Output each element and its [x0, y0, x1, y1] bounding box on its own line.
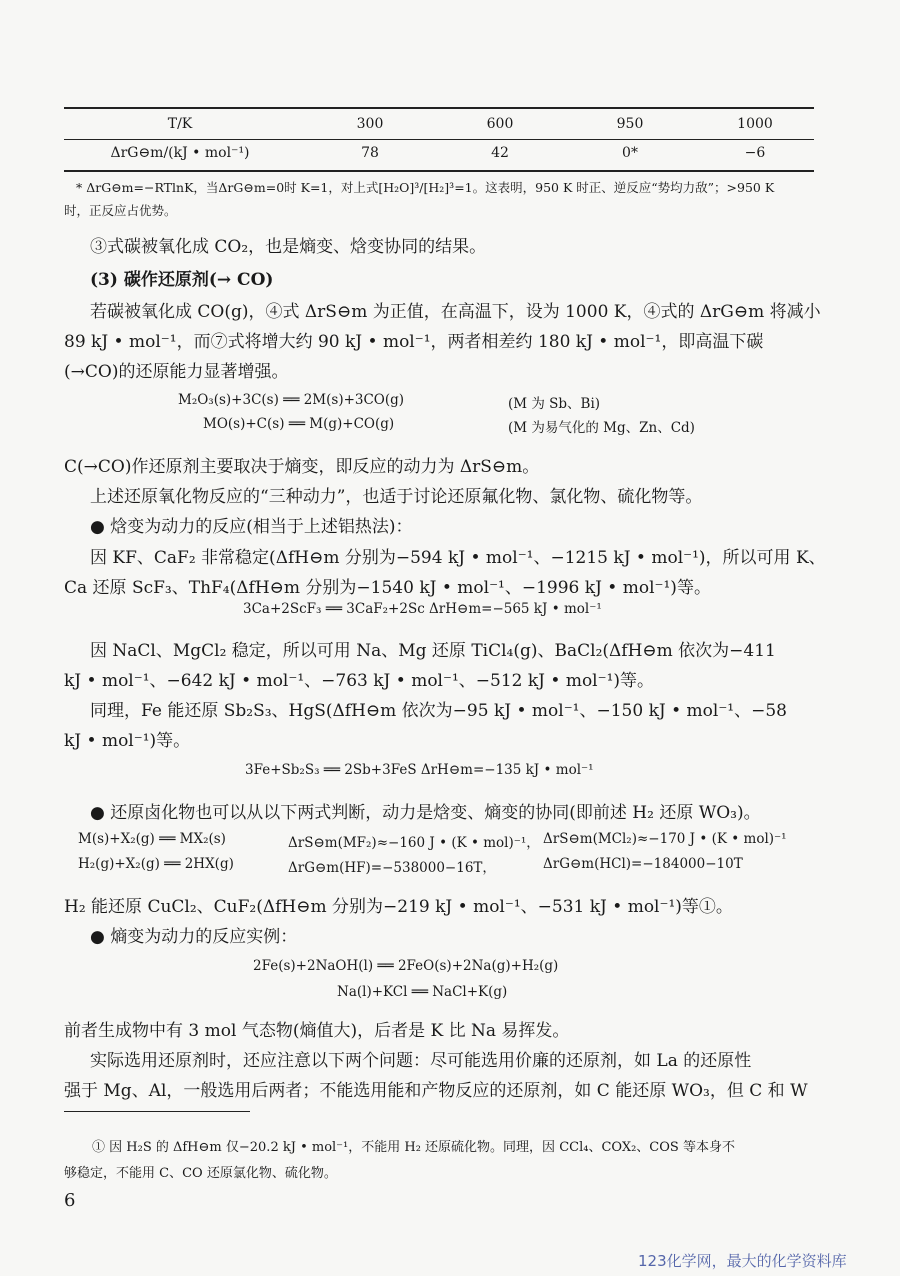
footnote-rule: [64, 1111, 250, 1112]
table-header-1000: 1000: [737, 116, 773, 132]
equation-mo-note: (M 为易气化的 Mg、Zn、Cd): [508, 420, 695, 436]
equation-naoh: 2Fe(s)+2NaOH(l) ══ 2FeO(s)+2Na(g)+H₂(g): [253, 958, 559, 974]
table-note-line1: * ΔrG⊖m=−RTlnK，当ΔrG⊖m=0时 K=1，对上式[H₂O]³/[H₂]³=1。这表明，950 K 时正、逆反应“势均力敌”；>950 K: [76, 180, 775, 195]
paragraph-co-line2: 89 kJ • mol⁻¹，而⑦式将增大约 90 kJ • mol⁻¹，两者相差约 180 kJ • mol⁻¹，即高温下碳: [64, 332, 764, 352]
table-row-gibbs-label: ΔrG⊖m/(kJ • mol⁻¹): [110, 145, 250, 161]
table-cell-78: 78: [361, 145, 379, 161]
table-bottom-rule: [64, 170, 814, 172]
table-header-300: 300: [356, 116, 384, 132]
table-header-950: 950: [616, 116, 644, 132]
paragraph-practical-line1: 实际选用还原剂时，还应注意以下两个问题：尽可能选用价廉的还原剂，如 La 的还原性: [90, 1051, 752, 1071]
paragraph-co-line3: (→CO)的还原能力显著增强。: [64, 362, 289, 382]
section-heading-carbon-reductant: (3) 碳作还原剂(→ CO): [90, 270, 274, 290]
equation-kcl: Na(l)+KCl ══ NaCl+K(g): [337, 984, 508, 1000]
equation-mcl2-entropy: ΔrS⊖m(MCl₂)≈−170 J • (K • mol)⁻¹: [543, 831, 787, 847]
paragraph-three-driving-forces: 上述还原氧化物反应的“三种动力”，也适于讨论还原氟化物、氯化物、硫化物等。: [90, 487, 703, 507]
paragraph-h2-reduce: H₂ 能还原 CuCl₂、CuF₂(ΔfH⊖m 分别为−219 kJ • mol⁻¹、−531 kJ • mol⁻¹)等①。: [64, 897, 733, 917]
table-top-rule: [64, 107, 814, 109]
table-cell-minus6: −6: [744, 145, 766, 161]
paragraph-entropy-driving: C(→CO)作还原剂主要取决于熵变，即反应的动力为 ΔrS⊖m。: [64, 457, 540, 477]
table-cell-42: 42: [491, 145, 509, 161]
table-header-temperature: T/K: [167, 116, 193, 132]
paragraph-co-line1: 若碳被氧化成 CO(g)，④式 ΔrS⊖m 为正值，在高温下，设为 1000 K，④式的 ΔrG⊖m 将减小: [90, 302, 821, 322]
table-cell-0: 0*: [622, 145, 638, 161]
paragraph-gas-products: 前者生成物中有 3 mol 气态物(熵值大)，后者是 K 比 Na 易挥发。: [64, 1021, 570, 1041]
equation-m2o3: M₂O₃(s)+3C(s) ══ 2M(s)+3CO(g): [178, 392, 405, 408]
paragraph-nacl-line2: kJ • mol⁻¹、−642 kJ • mol⁻¹、−763 kJ • mol⁻¹、−512 kJ • mol⁻¹)等。: [64, 671, 655, 691]
paragraph-nacl-line1: 因 NaCl、MgCl₂ 稳定，所以可用 Na、Mg 还原 TiCl₄(g)、BaCl₂(ΔfH⊖m 依次为−411: [90, 641, 776, 661]
page-number: 6: [64, 1190, 76, 1211]
watermark: 123化学网，最大的化学资料库: [638, 1252, 847, 1270]
paragraph-fe-line1: 同理，Fe 能还原 Sb₂S₃、HgS(ΔfH⊖m 依次为−95 kJ • mol⁻¹、−150 kJ • mol⁻¹、−58: [90, 701, 787, 721]
footnote-line2: 够稳定，不能用 C、CO 还原氯化物、硫化物。: [64, 1166, 337, 1181]
bullet-halide-reduction: ● 还原卤化物也可以从以下两式判断，动力是焓变、熵变的协同(即前述 H₂ 还原 WO₃)。: [90, 803, 761, 823]
equation-mo: MO(s)+C(s) ══ M(g)+CO(g): [203, 416, 395, 432]
paragraph-fe-line2: kJ • mol⁻¹)等。: [64, 731, 191, 751]
equation-hcl-gibbs: ΔrG⊖m(HCl)=−184000−10T: [543, 856, 743, 872]
table-note-line2: 时，正反应占优势。: [64, 203, 177, 218]
equation-hx: H₂(g)+X₂(g) ══ 2HX(g): [78, 856, 234, 872]
paragraph-kf-line2: Ca 还原 ScF₃、ThF₄(ΔfH⊖m 分别为−1540 kJ • mol⁻¹、−1996 kJ • mol⁻¹)等。: [64, 578, 711, 598]
equation-mx2: M(s)+X₂(g) ══ MX₂(s): [78, 831, 226, 847]
equation-mf2-entropy: ΔrS⊖m(MF₂)≈−160 J • (K • mol)⁻¹，: [288, 835, 540, 851]
equation-scf3: 3Ca+2ScF₃ ══ 3CaF₂+2Sc ΔrH⊖m=−565 kJ • mol⁻¹: [243, 601, 602, 617]
table-header-600: 600: [486, 116, 514, 132]
equation-m2o3-note: (M 为 Sb、Bi): [508, 396, 601, 412]
equation-hf-gibbs: ΔrG⊖m(HF)=−538000−16T，: [288, 860, 496, 876]
equation-sb2s3: 3Fe+Sb₂S₃ ══ 2Sb+3FeS ΔrH⊖m=−135 kJ • mol⁻¹: [245, 762, 594, 778]
footnote-line1: ① 因 H₂S 的 ΔfH⊖m 仅−20.2 kJ • mol⁻¹，不能用 H₂ 还原硫化物。同理，因 CCl₄、COX₂、COS 等本身不: [92, 1140, 735, 1155]
bullet-enthalpy-driven: ● 焓变为动力的反应(相当于上述铝热法)：: [90, 517, 413, 537]
table-mid-rule: [64, 139, 814, 140]
paragraph-co2: ③式碳被氧化成 CO₂，也是熵变、焓变协同的结果。: [90, 237, 487, 257]
paragraph-kf-line1: 因 KF、CaF₂ 非常稳定(ΔfH⊖m 分别为−594 kJ • mol⁻¹、−1215 kJ • mol⁻¹)，所以可用 K、: [90, 548, 826, 568]
paragraph-practical-line2: 强于 Mg、Al，一般选用后两者；不能选用能和产物反应的还原剂，如 C 能还原 WO₃，但 C 和 W: [64, 1081, 808, 1101]
bullet-entropy-driven: ● 熵变为动力的反应实例：: [90, 927, 298, 947]
